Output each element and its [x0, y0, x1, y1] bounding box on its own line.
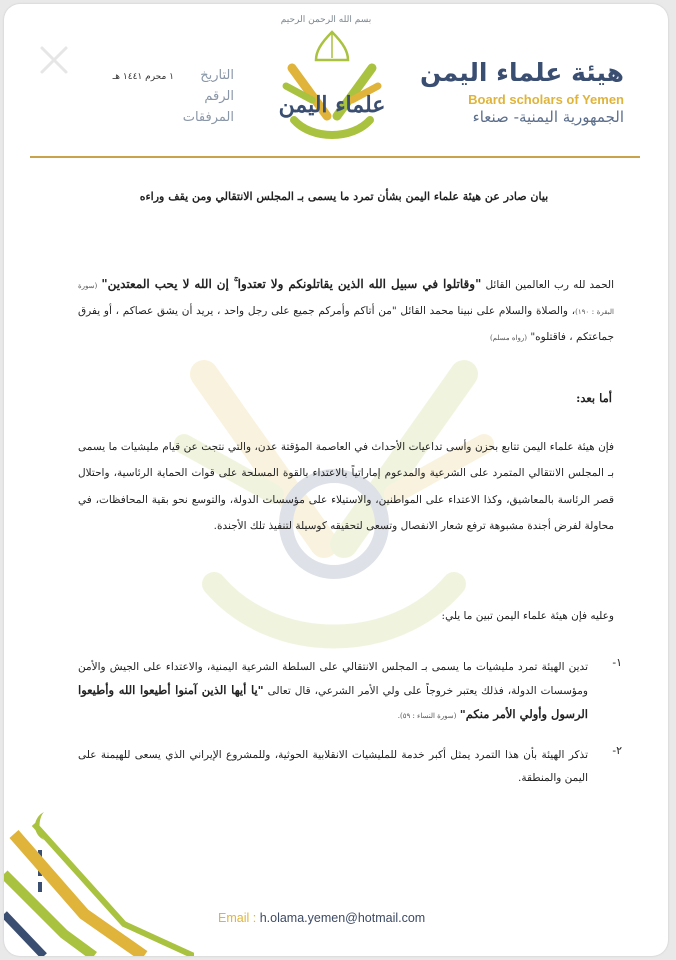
letter-meta — [84, 68, 234, 131]
organization-name-arabic: هيئة علماء اليمن — [420, 58, 624, 87]
meta-value: ١ محرم ١٤٤١ هـ — [112, 72, 174, 82]
header-divider — [30, 156, 640, 158]
statement-intro: وعليه فإن هيئة علماء اليمن تبين ما يلي: — [441, 610, 614, 622]
list-item — [78, 744, 588, 790]
verse-reference: (سورة البقرة : ١٩٠) — [78, 282, 614, 316]
organization-location: الجمهورية اليمنية- صنعاء — [472, 108, 624, 126]
emblem-text: علماء اليمن — [278, 92, 386, 118]
item-number: ٢- — [612, 744, 622, 757]
item-text: تذكر الهيئة بأن هذا التمرد يمثل أكبر خدمة للمليشيات الانقلابية الحوثية، وللمشروع الإيراني الذي يسعى للهيمنة على اليمن والمنطقة. — [78, 749, 588, 784]
email-address[interactable]: h.olama.yemen@hotmail.com — [259, 911, 426, 925]
footer-email — [218, 911, 478, 925]
meta-label: المرفقات — [182, 110, 234, 125]
verse-reference: (سورة النساء : ٥٩). — [397, 712, 457, 720]
intro-lead: الحمد لله رب العالمين القائل — [481, 279, 615, 291]
quran-verse: "وقاتلوا في سبيل الله الذين يقاتلونكم ولا تعتدوا ۚ إن الله لا يحب المعتدين" — [101, 277, 482, 291]
amma-baad-heading: أما بعد: — [576, 391, 612, 405]
meta-label: التاريخ — [200, 68, 234, 83]
hadith-reference: (رواه مسلم) — [489, 334, 527, 342]
statement-title: بيان صادر عن هيئة علماء اليمن بشأن تمرد ما يسمى بـ المجلس الانتقالي ومن يقف وراءه — [139, 190, 549, 203]
list-item — [78, 656, 588, 728]
organization-emblem — [272, 30, 392, 148]
email-label: Email : — [218, 911, 257, 925]
item-text: تدين الهيئة تمرد مليشيات ما يسمى بـ المجلس الانتقالي على السلطة الشرعية اليمنية، والاعتداء على الجيش والأمن ومؤسسات الدولة، فذلك يعتبر خروجاً على ولي الأمر الشرعي، قال تعالى — [78, 661, 588, 697]
document-page — [4, 4, 668, 956]
body-paragraph: فإن هيئة علماء اليمن تتابع بحزن وأسى تداعيات الأحداث في العاصمة المؤقتة عدن، والتي نتجت عن قيام مليشيات ما يسمى بـ المجلس الانتقالي المتمرد على الشرعية والمدعوم إماراتياً بالاعتداء بالقوة المسلحة على قوات الحماية الرئاسية، واحتلال قصر الرئاسة بالمعاشيق، وكذا الاعتداء على المواطنين، والاستيلاء على مؤسسات الدولة، والتوسع نحو بقية المحافظات، في محاولة لفرض أجندة مشبوهة ترفع شعار الانفصال وتسعى لتحقيقه كوسيلة لتنفيذ تلك الأجندة. — [78, 441, 614, 532]
meta-date — [84, 68, 234, 89]
meta-label: الرقم — [204, 89, 234, 104]
intro-paragraph — [78, 272, 614, 351]
meta-attachments — [84, 110, 234, 131]
organization-name-english: Board scholars of Yemen — [468, 92, 624, 107]
basmala: بسم الله الرحمن الرحيم — [280, 15, 372, 25]
quran-verse: "يا أيها الذين آمنوا أطيعوا الله وأطيعوا الرسول وأولي الأمر منكم" — [78, 683, 588, 721]
intro-hadith: ، والصلاة والسلام على نبينا محمد القائل "من أتاكم وأمركم جميع على رجل واحد ، يريد أن يشق عصاكم ، أو يفرق جماعتكم ، فاقتلوه" — [78, 305, 614, 343]
corner-ornament — [4, 804, 194, 956]
close-icon[interactable] — [34, 40, 74, 80]
item-number: ١- — [612, 656, 622, 669]
meta-number — [84, 89, 234, 110]
